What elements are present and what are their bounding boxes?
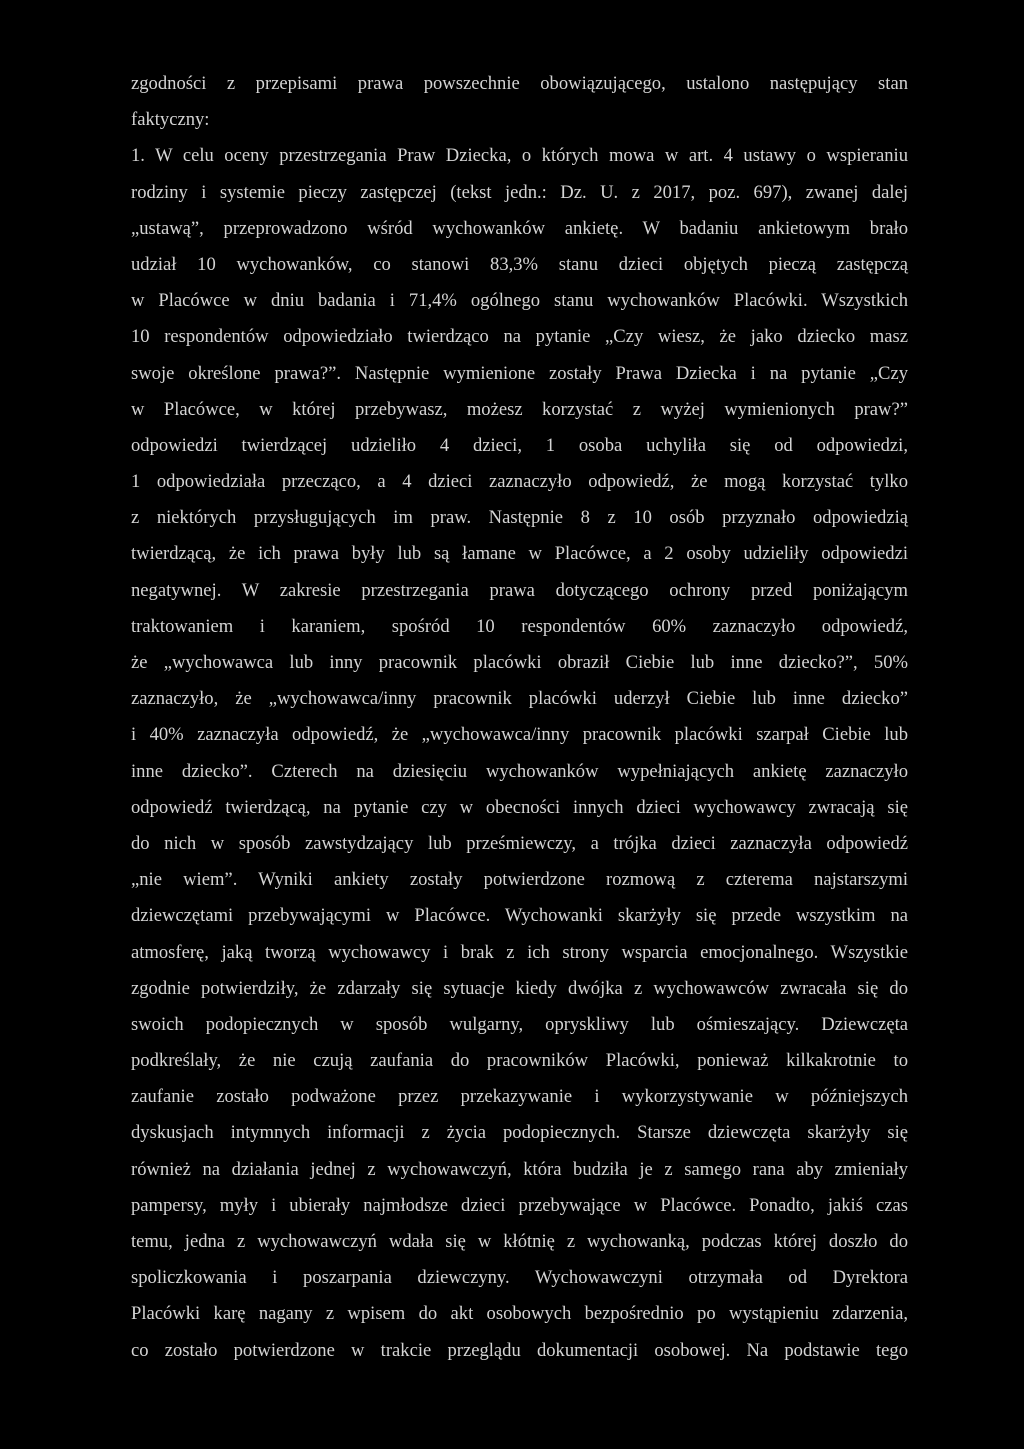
text-line: również na działania jednej z wychowawczyń, która budziła je z samego rana aby zmieniały [131, 1158, 908, 1180]
text-line: odpowiedź twierdzącą, na pytanie czy w obecności innych dzieci wychowawcy zwracają się [131, 796, 908, 818]
text-line: Placówki karę nagany z wpisem do akt osobowych bezpośrednio po wystąpieniu zdarzenia, [131, 1303, 908, 1325]
text-line: swoje określone prawa?”. Następnie wymienione zostały Prawa Dziecka i na pytanie „Czy [131, 362, 908, 384]
text-line: udział 10 wychowanków, co stanowi 83,3% stanu dzieci objętych pieczą zastępczą [131, 253, 908, 275]
text-line: 1. W celu oceny przestrzegania Praw Dziecka, o których mowa w art. 4 ustawy o wspieraniu [131, 145, 908, 167]
text-line: negatywnej. W zakresie przestrzegania prawa dotyczącego ochrony przed poniżającym [131, 579, 908, 601]
text-line: 10 respondentów odpowiedziało twierdząco na pytanie „Czy wiesz, że jako dziecko masz [131, 326, 908, 348]
text-line: w Placówce, w której przebywasz, możesz korzystać z wyżej wymienionych praw?” [131, 398, 908, 420]
text-line: i 40% zaznaczyła odpowiedź, że „wychowawca/inny pracownik placówki szarpał Ciebie lub [131, 724, 908, 746]
text-line: temu, jedna z wychowawczyń wdała się w kłótnię z wychowanką, podczas której doszło do [131, 1231, 908, 1252]
text-line: traktowaniem i karaniem, spośród 10 respondentów 60% zaznaczyło odpowiedź, [131, 615, 908, 637]
text-line: atmosferę, jaką tworzą wychowawcy i brak z ich strony wsparcia emocjonalnego. Wszystkie [131, 941, 908, 963]
text-line: „nie wiem”. Wyniki ankiety zostały potwierdzone rozmową z czterema najstarszymi [131, 869, 908, 891]
text-line: odpowiedzi twierdzącej udzieliło 4 dzieci, 1 osoba uchyliła się od odpowiedzi, [131, 434, 908, 456]
text-line: dyskusjach intymnych informacji z życia podopiecznych. Starsze dziewczęta skarżyły się [131, 1122, 908, 1144]
text-line: co zostało potwierdzone w trakcie przeglądu dokumentacji osobowej. Na podstawie tego [131, 1339, 908, 1361]
text-line: zgodności z przepisami prawa powszechnie obowiązującego, ustalono następujący stan [131, 73, 908, 94]
text-line: faktyczny: [131, 109, 210, 131]
text-line: z niektórych przysługujących im praw. Następnie 8 z 10 osób przyznało odpowiedzią [131, 507, 908, 529]
body-text [131, 66, 908, 1369]
text-line: zgodnie potwierdziły, że zdarzały się sytuacje kiedy dwójka z wychowawców zwracała się do [131, 977, 908, 999]
text-line: swoich podopiecznych w sposób wulgarny, opryskliwy lub ośmieszający. Dziewczęta [131, 1013, 908, 1035]
text-line: rodziny i systemie pieczy zastępczej (tekst jedn.: Dz. U. z 2017, poz. 697), zwanej dalej [131, 181, 908, 203]
text-line: do nich w sposób zawstydzający lub prześmiewczy, a trójka dzieci zaznaczyła odpowiedź [131, 832, 908, 854]
text-line: dziewczętami przebywającymi w Placówce. Wychowanki skarżyły się przede wszystkim na [131, 905, 908, 927]
text-line: twierdzącą, że ich prawa były lub są łamane w Placówce, a 2 osoby udzieliły odpowiedzi [131, 543, 908, 565]
text-line: podkreślały, że nie czują zaufania do pracowników Placówki, ponieważ kilkakrotnie to [131, 1050, 908, 1072]
text-line: spoliczkowania i poszarpania dziewczyny. Wychowawczyni otrzymała od Dyrektora [131, 1267, 908, 1289]
text-line: w Placówce w dniu badania i 71,4% ogólnego stanu wychowanków Placówki. Wszystkich [131, 290, 908, 312]
text-line: zaufanie zostało podważone przez przekazywanie i wykorzystywanie w późniejszych [131, 1086, 908, 1108]
text-line: „ustawą”, przeprowadzono wśród wychowanków ankietę. W badaniu ankietowym brało [131, 217, 908, 239]
text-line: pampersy, myły i ubierały najmłodsze dzieci przebywające w Placówce. Ponadto, jakiś czas [131, 1194, 908, 1216]
text-line: zaznaczyło, że „wychowawca/inny pracownik placówki uderzył Ciebie lub inne dziecko” [131, 688, 908, 710]
text-line: inne dziecko”. Czterech na dziesięciu wychowanków wypełniających ankietę zaznaczyło [131, 760, 908, 782]
text-line: że „wychowawca lub inny pracownik placówki obraził Ciebie lub inne dziecko?”, 50% [131, 652, 908, 673]
text-line: 1 odpowiedziała przecząco, a 4 dzieci zaznaczyło odpowiedź, że mogą korzystać tylko [131, 471, 908, 493]
